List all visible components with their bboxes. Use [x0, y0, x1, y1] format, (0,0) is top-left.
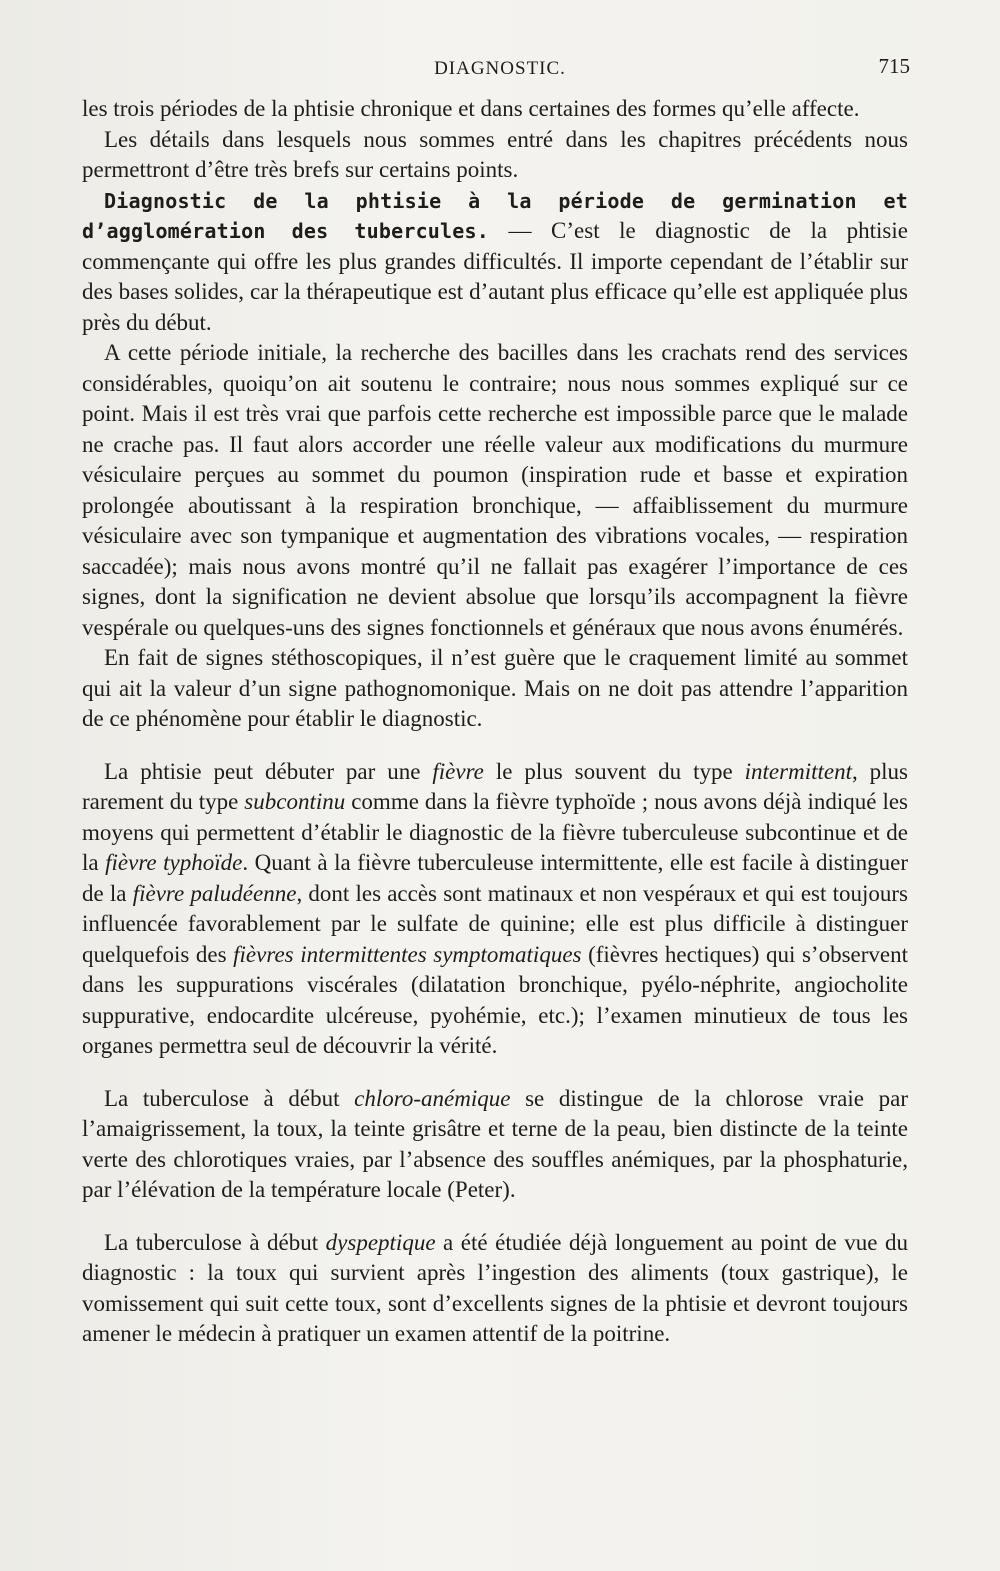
- paragraph-6: [82, 757, 908, 1062]
- text-run: le plus souvent du type: [483, 758, 745, 784]
- text-run: , dont les accès sont matinaux et non vespéraux et qui est toujours influencée favorablement par le sulfate de quinine; elle est plus difficile à distinguer quelquefois des: [82, 880, 908, 967]
- paragraph-3-text: — C’est le diagnostic de la phtisie commençante qui offre les plus grandes difficultés. Il importe cependant de l’établir sur des bases solides, car la thérapeutique est d’autant plus efficace qu’elle est appliquée plus près du début.: [82, 218, 908, 335]
- paragraph-5: En fait de signes stéthoscopiques, il n’est guère que le craquement limité au sommet qui ait la valeur d’un signe pathognomonique. Mais on ne doit pas attendre l’apparition de ce phénomène pour établir le diagnostic.: [82, 645, 908, 731]
- running-head: DIAGNOSTIC.: [434, 58, 566, 79]
- paragraph-4: A cette période initiale, la recherche des bacilles dans les crachats rend des services considérables, quoiqu’on ait soutenu le contraire; nous nous sommes expliqué sur ce point. Mais il est très vrai que parfois cette recherche est impossible parce que le malade ne crache pas. Il faut alors accorder une réelle valeur aux modifications du murmure vésiculaire perçues au sommet du poumon (inspiration rude et basse et expiration prolongée aboutissant à la respiration bronchique, — affaiblissement du murmure vésiculaire avec son tympanique et augmentation des vibrations vocales, — respiration saccadée); mais nous avons montré qu’il ne fallait pas exagérer l’importance de ces signes, dont la signification ne devient absolue que lorsqu’ils accompagnent la fièvre vespérale ou quelques-uns des signes fonctionnels et généraux que nous avons énumérés.: [82, 340, 908, 640]
- text-run: a été étudiée déjà longuement au point de vue du diagnostic : la toux qui survient après l’ingestion des aliments (toux gastrique), le vomissement qui suit cette toux, sont d’excellents signes de la phtisie et devront toujours amener le médecin à pratiquer un examen attentif de la poitrine.: [82, 1229, 908, 1346]
- text-run: comme dans la fièvre typhoïde ; nous avons déjà indiqué les moyens qui permettent d’établir le diagnostic de la fièvre tuberculeuse subcontinue et de la: [82, 789, 908, 875]
- paragraph-3: [82, 186, 908, 339]
- italic-term: fièvre typhoïde: [105, 850, 243, 875]
- italic-term: dyspeptique: [325, 1229, 436, 1255]
- paragraph-2: Les détails dans lesquels nous sommes entré dans les chapitres précédents nous permettront d’être très brefs sur certains points.: [82, 126, 908, 182]
- paragraph-8: [82, 1228, 908, 1350]
- italic-term: chloro-anémique: [354, 1085, 511, 1111]
- paragraph-1: les trois périodes de la phtisie chronique et dans certaines des formes qu’elle affecte.: [82, 96, 860, 121]
- text-run: La tuberculose à début: [104, 1085, 355, 1111]
- text-run: , plus rarement du type: [82, 758, 909, 814]
- text-run: . Quant à la fièvre tuberculeuse intermittente, elle est facile à distinguer de la: [82, 850, 909, 906]
- text-run: La phtisie peut débuter par une: [104, 758, 433, 784]
- italic-term: intermittent: [744, 758, 852, 784]
- italic-term: subcontinu: [244, 789, 346, 814]
- page-header: [80, 54, 920, 90]
- italic-term: fièvres intermittentes symptomatiques: [233, 941, 582, 967]
- italic-term: fièvre: [432, 758, 484, 784]
- page-number: 715: [878, 54, 910, 78]
- paragraph-7: [82, 1084, 908, 1206]
- italic-term: fièvre paludéenne: [132, 880, 297, 906]
- text-run: (fièvres hectiques) qui s’observent dans les suppurations viscérales (dilatation bronchique, pyélo-néphrite, angiocholite suppurative, endocardite ulcéreuse, pyohémie, etc.); l’examen minutieux de tous les organes permettra seul de découvrir la vérité.: [82, 941, 909, 1058]
- text-run: La tuberculose à début: [104, 1229, 326, 1255]
- section-heading: Diagnostic de la phtisie à la période de germination et d’agglomération des tubercules.: [82, 188, 908, 243]
- text-run: se distingue de la chlorose vraie par l’amaigrissement, la toux, la teinte grisâtre et terne de la peau, bien distincte de la teinte verte des chlorotiques vraies, par l’absence des souffles anémiques, par la phosphaturie, par l’élévation de la température locale (Peter).: [82, 1085, 908, 1202]
- page-body: [82, 94, 908, 1350]
